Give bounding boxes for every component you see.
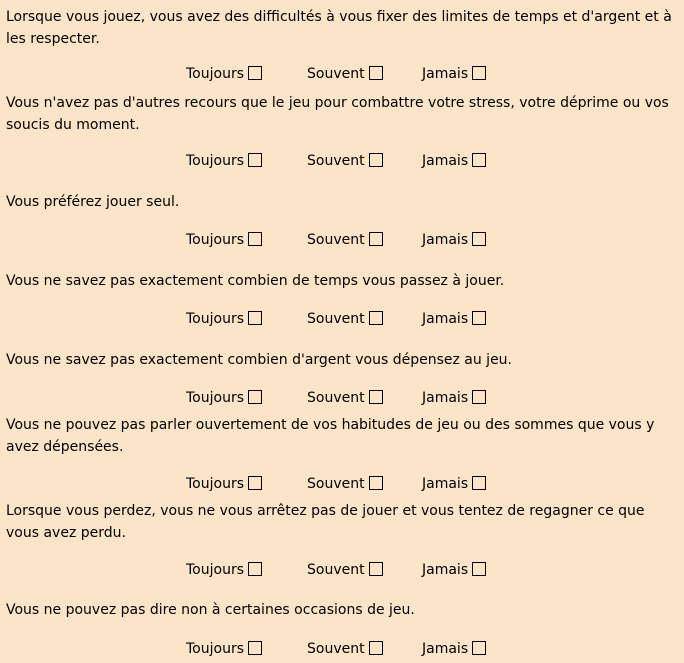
option-label: Souvent — [307, 390, 365, 406]
checkbox-toujours[interactable] — [248, 390, 262, 404]
option-label: Souvent — [307, 562, 365, 578]
option-toujours — [186, 63, 262, 85]
option-label: Jamais — [422, 153, 469, 169]
option-jamais — [422, 150, 486, 172]
answer-options — [0, 150, 684, 172]
question-text: Vous ne savez pas exactement combien de temps vous passez à jouer. — [6, 273, 505, 289]
question-text: Lorsque vous jouez, vous avez des difficultés à vous fixer des limites de temps et d'argent et à les respecter. — [6, 9, 672, 47]
option-label: Souvent — [307, 66, 365, 82]
option-label: Toujours — [186, 562, 244, 578]
question-text: Vous ne savez pas exactement combien d'argent vous dépensez au jeu. — [6, 352, 513, 368]
option-toujours — [186, 473, 262, 495]
checkbox-souvent[interactable] — [369, 476, 383, 490]
checkbox-souvent[interactable] — [369, 66, 383, 80]
option-souvent — [307, 308, 383, 330]
checkbox-toujours[interactable] — [248, 153, 262, 167]
checkbox-jamais[interactable] — [472, 311, 486, 325]
option-label: Toujours — [186, 641, 244, 657]
answer-options — [0, 308, 684, 330]
question-text: Vous préférez jouer seul. — [6, 194, 180, 210]
option-souvent — [307, 638, 383, 660]
checkbox-toujours[interactable] — [248, 562, 262, 576]
checkbox-jamais[interactable] — [472, 232, 486, 246]
option-toujours — [186, 150, 262, 172]
answer-options — [0, 63, 684, 85]
checkbox-jamais[interactable] — [472, 641, 486, 655]
checkbox-jamais[interactable] — [472, 153, 486, 167]
option-jamais — [422, 308, 486, 330]
question-text: Vous n'avez pas d'autres recours que le jeu pour combattre votre stress, votre déprime ou vos soucis du moment. — [6, 95, 669, 133]
option-label: Toujours — [186, 390, 244, 406]
option-label: Toujours — [186, 153, 244, 169]
option-souvent — [307, 559, 383, 581]
option-toujours — [186, 638, 262, 660]
answer-options — [0, 638, 684, 660]
checkbox-toujours[interactable] — [248, 476, 262, 490]
option-souvent — [307, 150, 383, 172]
checkbox-jamais[interactable] — [472, 562, 486, 576]
option-label: Toujours — [186, 311, 244, 327]
checkbox-toujours[interactable] — [248, 232, 262, 246]
option-toujours — [186, 308, 262, 330]
option-jamais — [422, 638, 486, 660]
option-jamais — [422, 473, 486, 495]
checkbox-souvent[interactable] — [369, 562, 383, 576]
option-label: Toujours — [186, 232, 244, 248]
checkbox-toujours[interactable] — [248, 66, 262, 80]
option-toujours — [186, 387, 262, 409]
question-text: Vous ne pouvez pas parler ouvertement de vos habitudes de jeu ou des sommes que vous y avez dépensées. — [6, 417, 655, 455]
option-souvent — [307, 387, 383, 409]
option-label: Jamais — [422, 232, 469, 248]
option-label: Souvent — [307, 476, 365, 492]
option-label: Toujours — [186, 66, 244, 82]
option-jamais — [422, 63, 486, 85]
option-jamais — [422, 229, 486, 251]
option-label: Jamais — [422, 390, 469, 406]
answer-options — [0, 473, 684, 495]
option-souvent — [307, 63, 383, 85]
option-jamais — [422, 559, 486, 581]
option-label: Souvent — [307, 311, 365, 327]
option-label: Toujours — [186, 476, 244, 492]
checkbox-jamais[interactable] — [472, 390, 486, 404]
option-label: Souvent — [307, 232, 365, 248]
option-souvent — [307, 473, 383, 495]
answer-options — [0, 559, 684, 581]
checkbox-souvent[interactable] — [369, 390, 383, 404]
checkbox-souvent[interactable] — [369, 232, 383, 246]
option-label: Jamais — [422, 66, 469, 82]
option-label: Jamais — [422, 562, 469, 578]
checkbox-toujours[interactable] — [248, 641, 262, 655]
checkbox-souvent[interactable] — [369, 153, 383, 167]
option-label: Souvent — [307, 641, 365, 657]
option-souvent — [307, 229, 383, 251]
question-text: Lorsque vous perdez, vous ne vous arrêtez pas de jouer et vous tentez de regagner ce que vous avez perdu. — [6, 503, 645, 541]
option-jamais — [422, 387, 486, 409]
option-toujours — [186, 229, 262, 251]
checkbox-jamais[interactable] — [472, 66, 486, 80]
option-toujours — [186, 559, 262, 581]
checkbox-jamais[interactable] — [472, 476, 486, 490]
option-label: Jamais — [422, 641, 469, 657]
answer-options — [0, 229, 684, 251]
answer-options — [0, 387, 684, 409]
question-text: Vous ne pouvez pas dire non à certaines occasions de jeu. — [6, 602, 415, 618]
checkbox-souvent[interactable] — [369, 311, 383, 325]
option-label: Jamais — [422, 476, 469, 492]
checkbox-souvent[interactable] — [369, 641, 383, 655]
option-label: Jamais — [422, 311, 469, 327]
checkbox-toujours[interactable] — [248, 311, 262, 325]
option-label: Souvent — [307, 153, 365, 169]
